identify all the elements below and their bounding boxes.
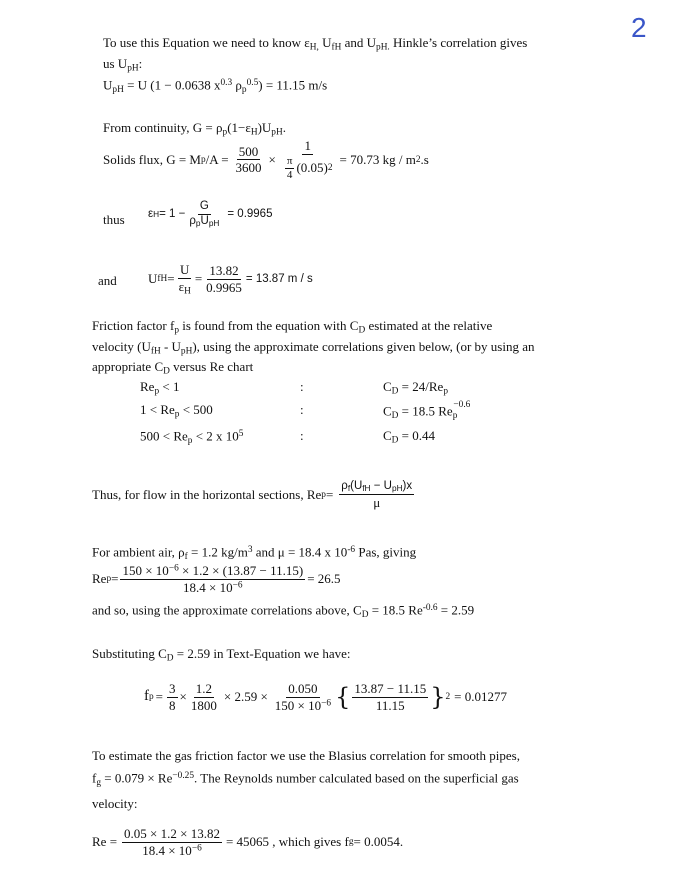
ufh-equation: U fH = $\frac{U}{\varepsilon_H}$ = $\frac{13.82}{0.9965}$ = 13.87 m / s bbox=[148, 262, 313, 296]
fraction: $\frac{0.05 \times 1.2 \times 13.82}{18.4 \times 10^{-6}}$ bbox=[124, 826, 220, 858]
fraction: $\frac{\rho_f(U_{fH} - U_{pH})x}{\mu}$ bbox=[341, 480, 413, 510]
correlation-range: $500 < Re_p < 2$ x $10^5$ bbox=[140, 428, 244, 446]
continuity-line: From continuity, $G = \rho_p(1-\varepsilon_H)U_{pH}$. bbox=[103, 120, 286, 138]
friction-line-1: Friction factor $f_p$ is found from the equation with $C_D$ estimated at the relative bbox=[92, 318, 493, 336]
rep-definition: Thus, for flow in the horizontal sections, Re p = $\frac{\rho_f(U_{fH} - U_{pH})x}{\mu}$ bbox=[92, 480, 413, 510]
fraction: $\frac{13.82}{0.9965}$ bbox=[206, 263, 242, 296]
gas-line-1: To estimate the gas friction factor we use the Blasius correlation for smooth pipes, bbox=[92, 748, 520, 763]
correlation-cd: $C_D = 18.5$ $Re_p^{-0.6}$ bbox=[383, 400, 471, 421]
friction-line-3: appropriate $C_D$ versus Re chart bbox=[92, 359, 254, 377]
fraction: $\frac{3}{8}$ bbox=[169, 681, 176, 713]
fraction: $\frac{13.87 - 11.15}{11.15}$ bbox=[354, 681, 427, 713]
fraction: $\frac{500}{3600}$ bbox=[235, 143, 262, 176]
gas-line-2: $f_g = 0.079 \times Re^{-0.25}$. The Reynolds number calculated based on the superficial gas bbox=[92, 770, 519, 788]
correlation-range: $Re_p < 1$ bbox=[140, 379, 180, 397]
intro-line-2: us $U_{pH}$: bbox=[103, 56, 143, 74]
gas-line-3: velocity: bbox=[92, 796, 138, 811]
fraction: $\frac{U}{\varepsilon_H}$ bbox=[178, 262, 191, 296]
uph-equation: $U_{pH} = U$ (1 − 0.0638 $x^{0.3}$ $\rho_p^{0.5}) = 11.15$ m/s bbox=[103, 77, 328, 95]
intro-line-1: To use this Equation we need to know $\varepsilon_{H,}$ $U_{fH}$ and $U_{pH.}$ Hinkle’s correlation gives bbox=[103, 35, 528, 53]
and-label: and bbox=[98, 273, 117, 288]
fp-equation: f p = $\frac{3}{8}$ × $\frac{1.2}{1800}$ × 2.59 × $\frac{0.050}{150 \times 10^{-6}}$ { $\frac{13.87 - 11.15}{11.15}$ } 2 = 0.01277 bbox=[144, 681, 508, 713]
voidage-equation: ε H = 1 − $\frac{G}{\rho_pU_{pH}}$ = 0.9965 bbox=[148, 200, 273, 228]
re-gas-equation: Re = $\frac{0.05 \times 1.2 \times 13.82}{18.4 \times 10^{-6}}$ = 45065 , which gives f g = 0.0054. bbox=[92, 826, 404, 858]
thus-label: thus bbox=[103, 212, 125, 227]
correlation-colon: : bbox=[300, 428, 304, 443]
correlation-range: $1 < Re_p < 500$ bbox=[140, 402, 213, 420]
fraction: $\frac{1.2}{1800}$ bbox=[190, 681, 217, 713]
ambient-air-line: For ambient air, $\rho_f = 1.2$ $kg/m^3$ and μ = 18.4 x $10^{-6}$ Pas, giving bbox=[92, 544, 417, 562]
rep-calculation: Re p = $\frac{150 \times 10^{-6} \times 1.2 \times (13.87 - 11.15)}{18.4 \times 10^{-6}}$ = 26.5 bbox=[92, 563, 341, 595]
solids-flux-equation: Solids flux, G = M p /A = $\frac{500}{3600}$ × 1 $\frac{\pi}{4}$ (0.05) 2 = 70.73 kg / m 2 .s bbox=[103, 138, 429, 181]
correlation-colon: : bbox=[300, 379, 304, 394]
fraction: $\frac{150 \times 10^{-6} \times 1.2 \times (13.87 - 11.15)}{18.4 \times 10^{-6}}$ bbox=[122, 563, 304, 595]
page-number: 2 bbox=[631, 12, 647, 43]
cd-result-line: and so, using the approximate correlations above, $C_D = 18.5$ $Re^{-0.6} = 2.59$ bbox=[92, 602, 475, 620]
fraction: $\frac{0.050}{150 \times 10^{-6}}$ bbox=[274, 681, 332, 713]
correlation-colon: : bbox=[300, 402, 304, 417]
fraction: $\frac{G}{\rho_pU_{pH}}$ bbox=[189, 200, 220, 228]
correlation-cd: $C_D = 24/Re_p$ bbox=[383, 379, 448, 397]
friction-line-2: velocity $(U_{fH} - U_{pH})$, using the approximate correlations given below, (or by using an bbox=[92, 339, 535, 357]
substituting-line: Substituting $C_D = 2.59$ in Text-Equation we have: bbox=[92, 646, 351, 664]
correlation-cd: $C_D = 0.44$ bbox=[383, 428, 436, 446]
fraction: 1 $\frac{\pi}{4}$ (0.05) 2 bbox=[286, 138, 333, 181]
